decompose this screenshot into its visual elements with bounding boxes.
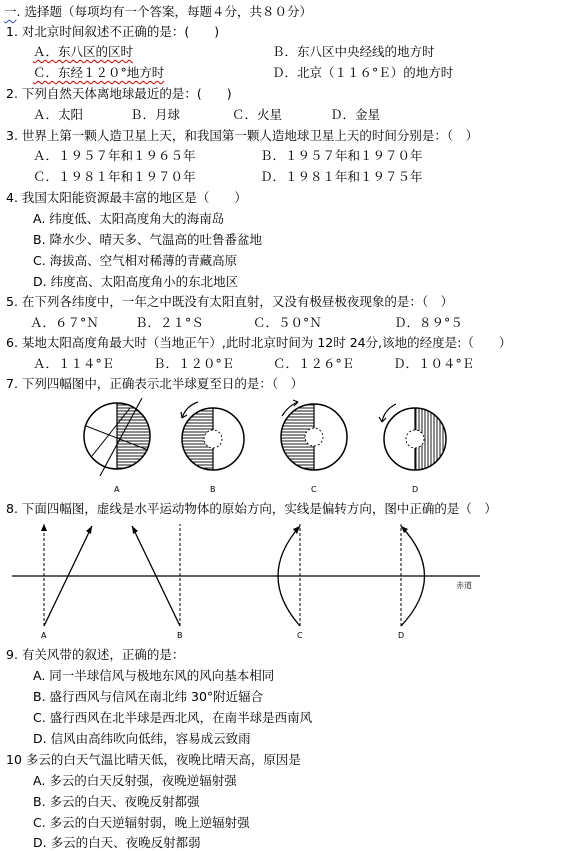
question-4-stem: 4. 我国太阳能资源最丰富的地区是（ ） <box>6 190 247 205</box>
diagram-c-label: C <box>311 485 317 494</box>
diagram-d-label: D <box>412 485 419 494</box>
question-6-option-a: Ａ．１１４°Ｅ <box>33 356 115 371</box>
question-3-option-d: Ｄ．１９８１年和１９７５年 <box>260 169 423 184</box>
diagram-a <box>84 392 157 494</box>
question-3-option-c: Ｃ．１９８１年和１９７０年 <box>33 169 196 184</box>
question-10-option-c: C. 多云的白天逆辐射弱，晚上逆辐射强 <box>33 815 250 830</box>
question-10-option-b: B. 多云的白天、夜晚反射都强 <box>33 794 200 809</box>
diagram-c <box>270 392 347 494</box>
question-5-stem: 5. 在下列各纬度中，一年之中既没有太阳直射，又没有极昼极夜现象的是：（ ） <box>6 294 454 309</box>
question-10-option-d: D. 多云的白天、夜晚反射都弱 <box>33 835 201 850</box>
question-10-option-a: A. 多云的白天反射强，夜晚逆辐射强 <box>33 773 237 788</box>
question-6-stem: 6. 某地太阳高度角最大时（当地正午）,此时北京时间为 12时 24分,该地的经度是:（ ） <box>6 335 512 350</box>
question-6-option-c: Ｃ．１２６°Ｅ <box>273 356 355 371</box>
question-8-figure <box>8 520 488 646</box>
question-2-option-d: Ｄ．金星 <box>330 107 381 122</box>
question-10-stem: 10 多云的白天气温比晴天低，夜晚比晴天高，原因是 <box>6 752 301 767</box>
deflection-b <box>132 524 183 640</box>
question-7-stem: 7. 下列四幅图中，正确表示北半球夏至日的是：（ ） <box>6 376 304 391</box>
question-9-stem: 9. 有关风带的叙述，正确的是： <box>6 647 185 662</box>
deflection-a-label: A <box>41 631 47 640</box>
section-heading <box>4 4 312 20</box>
deflection-b-label: B <box>177 631 183 640</box>
deflection-a <box>41 524 92 640</box>
diagram-b <box>170 392 244 494</box>
equator-label: 赤道 <box>456 581 472 590</box>
question-1-stem: 1. 对北京时间叙述不正确的是：( ) <box>6 24 220 39</box>
diagram-b-label: B <box>210 485 216 494</box>
question-9-option-b: B. 盛行西风与信风在南北纬 30°附近辐合 <box>33 689 264 704</box>
question-6-option-d: Ｄ．１０４°Ｅ <box>393 356 475 371</box>
question-9-option-a: A. 同一半球信风与极地东风的风向基本相同 <box>33 668 275 683</box>
question-2-stem: 2. 下列自然天体离地球最近的是：( ) <box>6 86 232 101</box>
question-1-option-b: Ｂ．东八区中央经线的地方时 <box>272 44 435 59</box>
question-7-figure <box>70 392 470 500</box>
deflection-c <box>278 524 303 640</box>
question-5-option-b: Ｂ．２１°Ｓ <box>135 315 204 330</box>
question-3-stem: 3. 世界上第一颗人造卫星上天，和我国第一颗人造地球卫星上天的时间分别是：（ ） <box>6 128 479 143</box>
question-2-option-b: Ｂ．月球 <box>130 107 181 122</box>
question-1-option-d: Ｄ．北京（１１６°Ｅ）的地方时 <box>272 65 454 80</box>
question-5-option-c: Ｃ．５０°Ｎ <box>253 315 322 330</box>
question-6-option-b: Ｂ．１２０°Ｅ <box>153 356 235 371</box>
section-numeral: 一 <box>4 4 17 19</box>
question-1-option-a: Ａ．东八区的区时 <box>33 44 134 59</box>
question-5-option-d: Ｄ．８９°５ <box>394 315 463 330</box>
diagram-a-label: A <box>114 485 120 494</box>
question-8-stem: 8. 下面四幅图，虚线是水平运动物体的原始方向，实线是偏转方向，图中正确的是（ ） <box>6 501 497 516</box>
question-4-option-a: A. 纬度低、太阳高度角大的海南岛 <box>33 211 225 226</box>
question-2-option-a: Ａ．太阳 <box>33 107 84 122</box>
section-title: . 选择题（每项均有一个答案，每题４分，共８０分） <box>16 4 312 19</box>
diagram-d <box>379 392 455 494</box>
deflection-c-label: C <box>297 631 303 640</box>
question-4-option-c: C. 海拔高、空气相对稀薄的青藏高原 <box>33 253 238 268</box>
question-1-option-c: Ｃ．东经１２０°地方时 <box>33 65 165 80</box>
deflection-d-label: D <box>398 631 405 640</box>
question-9-option-d: D. 信风由高纬吹向低纬，容易成云致雨 <box>33 731 251 746</box>
question-4-option-d: D. 纬度高、太阳高度角小的东北地区 <box>33 274 239 289</box>
question-5-option-a: Ａ．６７°Ｎ <box>30 315 99 330</box>
question-3-option-b: Ｂ．１９５７年和１９７０年 <box>260 148 423 163</box>
deflection-d <box>398 524 425 640</box>
question-4-option-b: B. 降水少、晴天多、气温高的吐鲁番盆地 <box>33 232 263 247</box>
question-9-option-c: C. 盛行西风在北半球是西北风，在南半球是西南风 <box>33 710 313 725</box>
question-3-option-a: Ａ．１９５７年和１９６５年 <box>33 148 196 163</box>
question-2-option-c: Ｃ．火星 <box>232 107 283 122</box>
